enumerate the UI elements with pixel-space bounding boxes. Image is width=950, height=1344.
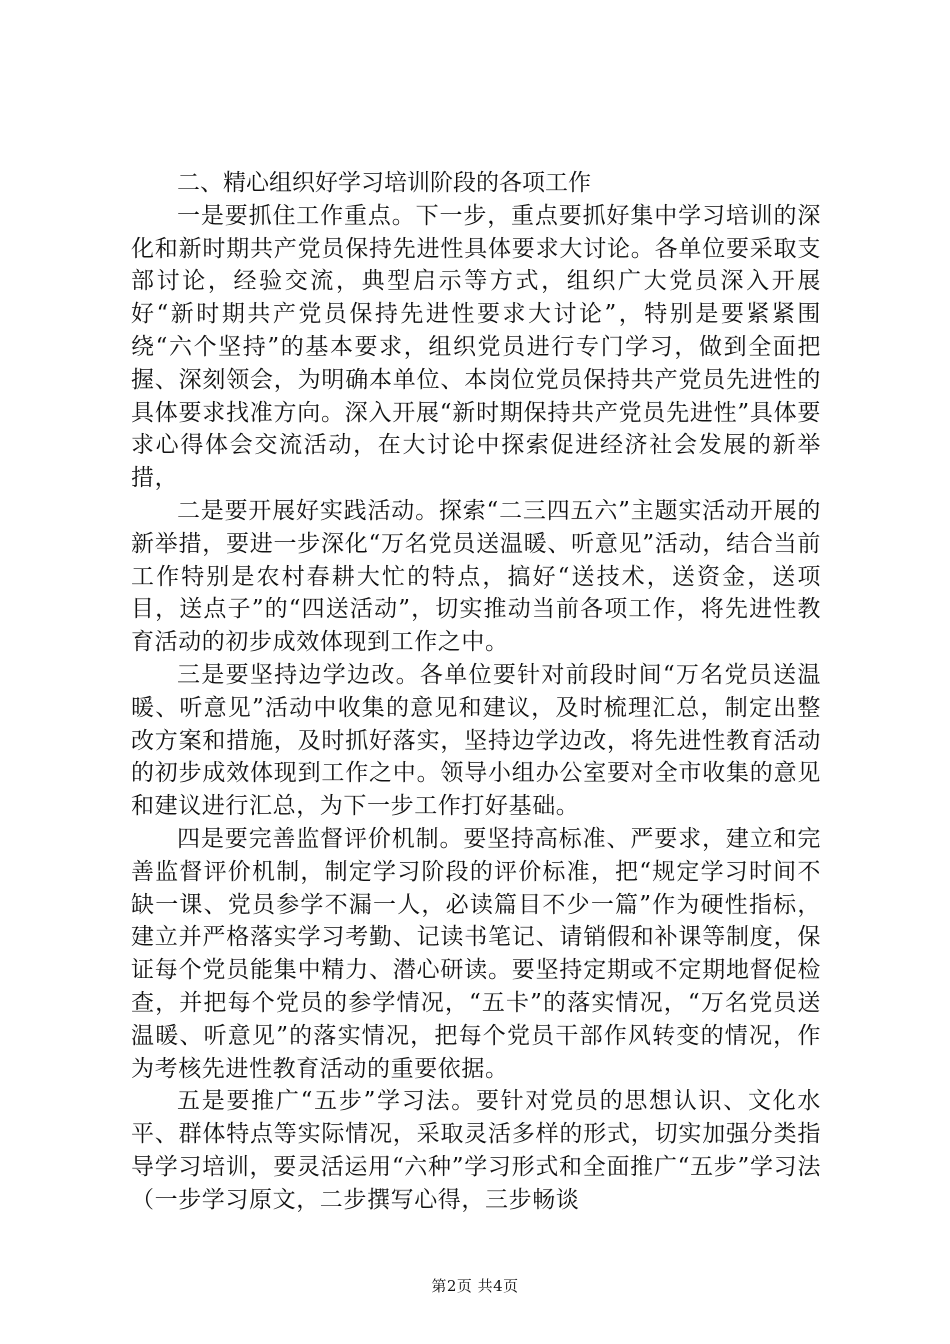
page-footer: 第2页 共4页 xyxy=(431,1277,519,1295)
paragraph-5: 五是要推广“五步”学习法。要针对党员的思想认识、文化水平、群体特点等实际情况，采取灵活多样的形式，切实加强分类指导学习培训，要灵活运用“六种”学习形式和全面推广“五步”学习法（一步学习原文，二步撰写心得，三步畅谈 xyxy=(131,1088,821,1213)
paragraph-3: 三是要坚持边学边改。各单位要针对前段时间“万名党员送温暖、听意见”活动中收集的意见和建议，及时梳理汇总，制定出整改方案和措施，及时抓好落实，坚持边学边改，将先进性教育活动的初步成效体现到工作之中。领导小组办公室要对全市收集的意见和建议进行汇总，为下一步工作打好基础。 xyxy=(131,661,821,820)
paragraph-4: 四是要完善监督评价机制。要坚持高标准、严要求，建立和完善监督评价机制，制定学习阶段的评价标准，把“规定学习时间不缺一课、党员参学不漏一人，必读篇目不少一篇”作为硬性指标，建立并严格落实学习考勤、记读书笔记、请销假和补课等制度，保证每个党员能集中精力、潜心研读。要坚持定期或不定期地督促检查，并把每个党员的参学情况，“五卡”的落实情况，“万名党员送温暖、听意见”的落实情况，把每个党员干部作风转变的情况，作为考核先进性教育活动的重要依据。 xyxy=(131,825,821,1082)
paragraph-2: 二是要开展好实践活动。探索“二三四五六”主题实活动开展的新举措，要进一步深化“万名党员送温暖、听意见”活动，结合当前工作特别是农村春耕大忙的特点，搞好“送技术，送资金，送项目，送点子”的“四送活动”，切实推动当前各项工作，将先进性教育活动的初步成效体现到工作之中。 xyxy=(131,497,821,656)
paragraph-1: 一是要抓住工作重点。下一步，重点要抓好集中学习培训的深化和新时期共产党员保持先进性具体要求大讨论。各单位要采取支部讨论，经验交流，典型启示等方式，组织广大党员深入开展好“新时期共产党员保持先进性要求大讨论”，特别是要紧紧围绕“六个坚持”的基本要求，组织党员进行专门学习，做到全面把握、深刻领会，为明确本单位、本岗位党员保持共产党员先进性的具体要求找准方向。深入开展“新时期保持共产党员先进性”具体要求心得体会交流活动，在大讨论中探索促进经济社会发展的新举措， xyxy=(131,202,821,492)
document-body xyxy=(131,167,821,1217)
section-heading: 二、精心组织好学习培训阶段的各项工作 xyxy=(177,170,591,196)
